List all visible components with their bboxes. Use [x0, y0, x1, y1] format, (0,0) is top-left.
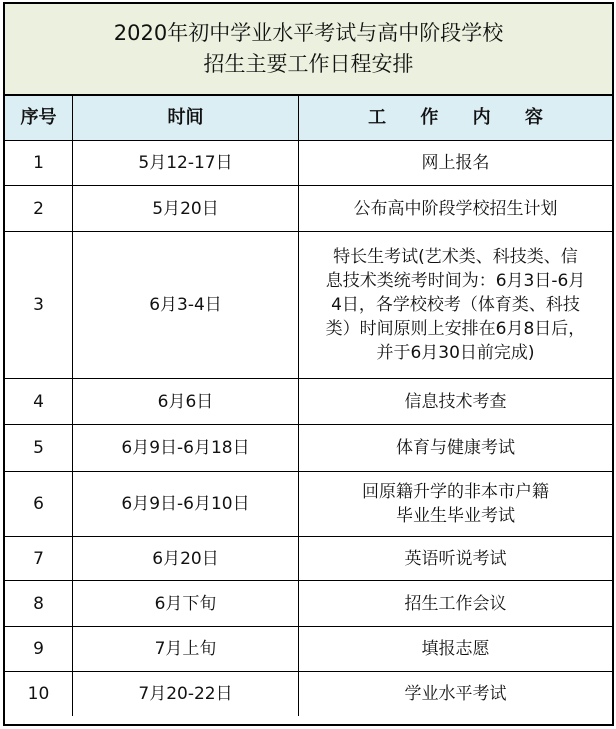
row-time: 6月9日-6月10日 [73, 472, 299, 536]
row-content [299, 379, 612, 424]
row-time: 5月20日 [73, 186, 299, 231]
table-row [5, 379, 612, 425]
row-content-line: 类）时间原则上安排在6月8日后， [325, 319, 586, 339]
table-title [5, 4, 612, 96]
row-content-line: 特长生考试(艺术类、科技类、信 [333, 247, 578, 267]
row-content [299, 581, 612, 626]
row-content-line: 英语听说考试 [404, 548, 507, 569]
row-index: 2 [5, 186, 73, 231]
row-time: 7月上旬 [73, 627, 299, 671]
row-content [299, 232, 612, 378]
table-row [5, 581, 612, 627]
row-content-line: 填报志愿 [421, 639, 490, 659]
row-content [299, 186, 612, 231]
row-index: 4 [5, 379, 73, 424]
header-content: 工 作 内 容 [368, 107, 557, 128]
row-time: 6月3-4日 [73, 232, 299, 378]
row-content-line: 学业水平考试 [404, 684, 507, 704]
row-index: 10 [5, 672, 73, 716]
row-time: 6月20日 [73, 537, 299, 580]
table-row [5, 186, 612, 232]
row-content [299, 627, 612, 671]
row-content [299, 537, 612, 580]
table-body [5, 141, 612, 716]
header-row [5, 96, 612, 141]
row-index: 6 [5, 472, 73, 536]
header-index: 序号 [5, 96, 73, 140]
row-index: 8 [5, 581, 73, 626]
row-content [299, 672, 612, 716]
table-row [5, 537, 612, 581]
row-content-line: 4日，各学校校考（体育类、科技 [331, 295, 580, 315]
row-content-line: 信息技术考查 [404, 391, 507, 412]
row-time: 6月6日 [73, 379, 299, 424]
table-row [5, 232, 612, 379]
table-row [5, 425, 612, 472]
row-content-line: 息技术类统考时间为：6月3日-6月 [325, 271, 586, 291]
title-line-2: 招生主要工作日程安排 [203, 52, 414, 76]
row-content-line: 回原籍升学的非本市户籍 [362, 482, 549, 502]
row-time: 6月下旬 [73, 581, 299, 626]
row-content-line: 并于6月30日前完成) [376, 343, 535, 363]
title-line-1: 2020年初中学业水平考试与高中阶段学校 [113, 21, 504, 45]
row-content [299, 425, 612, 471]
row-content-line: 网上报名 [421, 153, 490, 173]
row-content-line: 毕业生毕业考试 [396, 506, 515, 526]
row-content-line: 体育与健康考试 [396, 438, 515, 458]
row-index: 7 [5, 537, 73, 580]
row-content-line: 公布高中阶段学校招生计划 [353, 198, 558, 219]
table-row [5, 627, 612, 672]
row-content [299, 472, 612, 536]
row-index: 5 [5, 425, 73, 471]
table-row [5, 141, 612, 186]
row-time: 5月12-17日 [73, 141, 299, 185]
row-index: 1 [5, 141, 73, 185]
table-row [5, 672, 612, 716]
table-row [5, 472, 612, 537]
row-index: 9 [5, 627, 73, 671]
schedule-table [3, 2, 614, 726]
header-time: 时间 [73, 96, 299, 140]
row-content-line: 招生工作会议 [404, 593, 507, 614]
row-content [299, 141, 612, 185]
row-time: 7月20-22日 [73, 672, 299, 716]
row-index: 3 [5, 232, 73, 378]
row-time: 6月9日-6月18日 [73, 425, 299, 471]
